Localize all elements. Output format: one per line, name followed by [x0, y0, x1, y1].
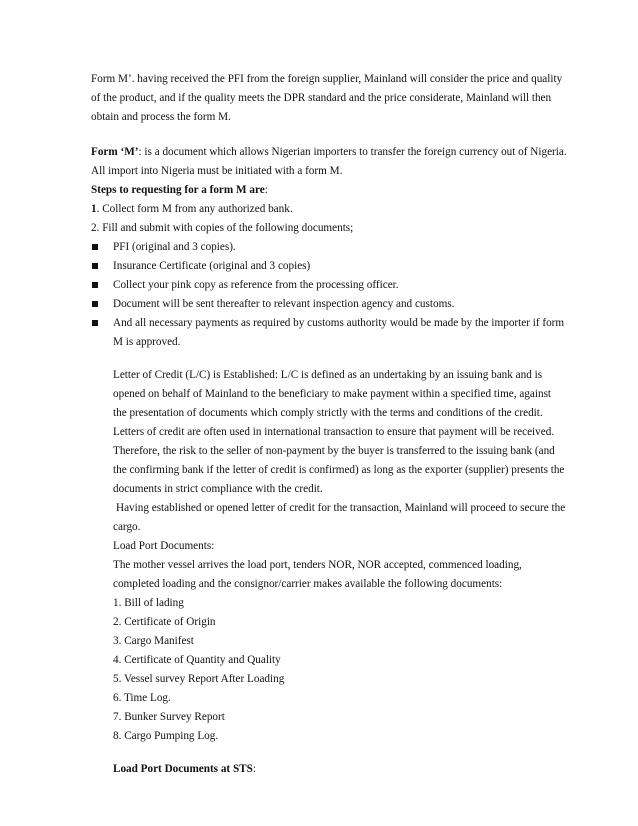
steps-heading-colon: :: [264, 184, 268, 196]
sts-heading-text: Load Port Documents at STS: [113, 763, 253, 775]
bullet-text: Insurance Certificate (original and 3 copies): [113, 260, 311, 272]
spacer: [113, 746, 567, 760]
list-item: [91, 314, 567, 352]
list-item: [91, 295, 567, 314]
step-1: [91, 200, 567, 219]
form-m-definition: [91, 143, 567, 181]
form-m-term: Form ‘M’: [91, 146, 139, 158]
load-port-intro: The mother vessel arrives the load port, tenders NOR, NOR accepted, commenced loading, completed loading and the consignor/carrier makes available the following documents:: [113, 559, 522, 590]
document-page: [91, 70, 567, 779]
square-bullet-icon: [92, 301, 98, 307]
bullet-text: PFI (original and 3 copies).: [113, 241, 236, 253]
lc-paragraph-2: Therefore, the risk to the seller of non-payment by the buyer is transferred to the issuing bank (and the confirming bank if the letter of credit is confirmed) as long as the exporter (supplier) presents the documents in strict compliance with the credit.: [113, 445, 565, 495]
load-port-item: 3. Cargo Manifest: [113, 635, 194, 647]
load-port-item: 7. Bunker Survey Report: [113, 711, 225, 723]
square-bullet-icon: [92, 282, 98, 288]
load-port-item: 6. Time Log.: [113, 692, 171, 704]
lc-paragraph-1: Letter of Credit (L/C) is Established: L/C is defined as an undertaking by an issuing bank and is opened on behalf of Mainland to the beneficiary to make payment within a specified time, against the presentation of documents which comply strictly with the terms and conditions of the credit. Letters of credit are often used in international transaction to ensure that payment will be received.: [113, 369, 555, 438]
load-port-item: 8. Cargo Pumping Log.: [113, 730, 219, 742]
list-item: [91, 257, 567, 276]
steps-heading-text: Steps to requesting for a form M are: [91, 184, 265, 196]
letter-of-credit-section: [91, 366, 567, 779]
load-port-item: 5. Vessel survey Report After Loading: [113, 673, 285, 685]
square-bullet-icon: [92, 320, 98, 326]
step-2: 2. Fill and submit with copies of the following documents;: [91, 222, 354, 234]
list-item: [91, 238, 567, 257]
documents-bullet-list: [91, 238, 567, 352]
sts-heading-colon: :: [252, 763, 256, 775]
bullet-text: Collect your pink copy as reference from the processing officer.: [113, 279, 399, 291]
intro-paragraph: Form M’. having received the PFI from the foreign supplier, Mainland will consider the price and quality of the product, and if the quality meets the DPR standard and the price considerate, Mainland will then obtain and process the form M.: [91, 73, 563, 123]
load-port-heading: Load Port Documents:: [113, 540, 215, 552]
sts-heading: [113, 760, 567, 779]
step-1-number: 1: [91, 203, 97, 215]
spacer: [91, 352, 567, 366]
square-bullet-icon: [92, 263, 98, 269]
list-item: [91, 276, 567, 295]
form-m-definition-text: : is a document which allows Nigerian importers to transfer the foreign currency out of Nigeria. All import into Nigeria must be initiated with a form M.: [91, 146, 567, 177]
square-bullet-icon: [92, 244, 98, 250]
load-port-item: 4. Certificate of Quantity and Quality: [113, 654, 281, 666]
lc-paragraph-3: Having established or opened letter of credit for the transaction, Mainland will proceed to secure the cargo.: [113, 502, 566, 533]
bullet-text: Document will be sent thereafter to relevant inspection agency and customs.: [113, 298, 455, 310]
steps-heading: [91, 181, 567, 200]
step-1-text: . Collect form M from any authorized bank.: [96, 203, 293, 215]
spacer: [91, 127, 567, 143]
load-port-item: 1. Bill of lading: [113, 597, 184, 609]
bullet-text: And all necessary payments as required by customs authority would be made by the importer if form M is approved.: [113, 317, 565, 348]
load-port-item: 2. Certificate of Origin: [113, 616, 216, 628]
